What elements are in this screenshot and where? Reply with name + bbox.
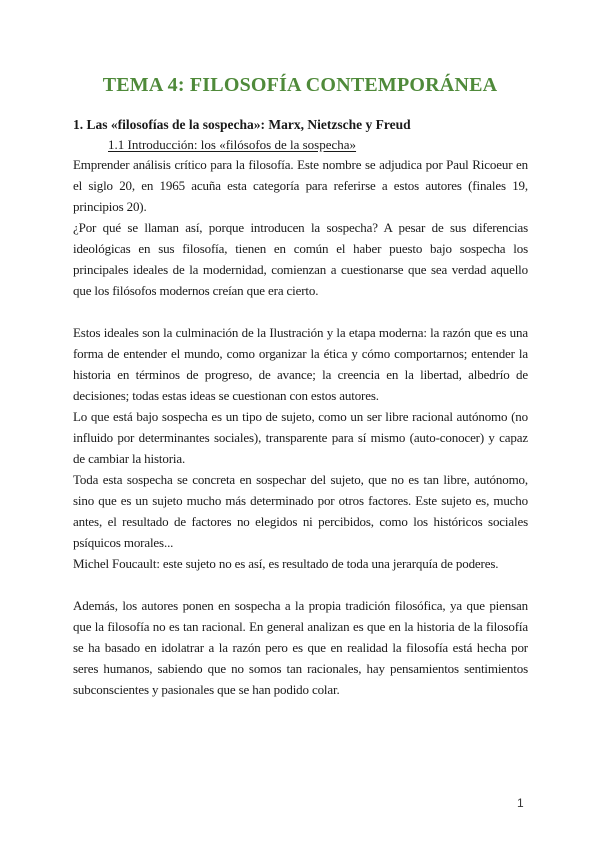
body-text xyxy=(73,154,528,700)
paragraph: Michel Foucault: este sujeto no es así, es resultado de toda una jerarquía de poderes. xyxy=(73,556,499,571)
paragraph-spacer xyxy=(73,301,528,322)
section-heading: 1. Las «filosofías de la sospecha»: Marx, Nietzsche y Freud xyxy=(73,117,411,132)
paragraph-spacer xyxy=(73,574,528,595)
paragraph: ¿Por qué se llaman así, porque introducen la sospecha? A pesar de sus diferencias ideológicas en sus filosofía, tienen en común el haber puesto bajo sospecha los principales ideales de la modernidad, comienzan a cuestionarse que sea verdad aquello que los filósofos modernos creían que era cierto. xyxy=(73,220,528,298)
page-number: 1 xyxy=(517,796,524,810)
subsection-heading: 1.1 Introducción: los «filósofos de la sospecha» xyxy=(108,137,357,152)
page-title: TEMA 4: FILOSOFÍA CONTEMPORÁNEA xyxy=(102,74,498,96)
paragraph: Además, los autores ponen en sospecha a la propia tradición filosófica, ya que piensan que la filosofía no es tan racional. En general analizan es que en la historia de la filosofía se ha basado en idolatrar a la razón pero es que en realidad la filosofía está hecha por seres humanos, sabiendo que no somos tan racionales, hay pensamientos sentimientos subconscientes y pasionales que se han podido colar. xyxy=(73,598,528,697)
paragraph: Toda esta sospecha se concreta en sospechar del sujeto, que no es tan libre, autónomo, sino que es un sujeto mucho más determinado por otros factores. Este sujeto es, mucho antes, el resultado de factores no elegidos ni percibidos, como los históricos sociales psíquicos morales... xyxy=(73,472,528,550)
paragraph: Emprender análisis crítico para la filosofía. Este nombre se adjudica por Paul Ricoeur en el siglo 20, en 1965 acuña esta categoría para referirse a estos autores (finales 19, principios 20). xyxy=(73,157,528,214)
paragraph: Estos ideales son la culminación de la Ilustración y la etapa moderna: la razón que es una forma de entender el mundo, como organizar la ética y cómo comportarnos; entender la historia en términos de progreso, de avance; la creencia en la libertad, albedrío de decisiones; todas estas ideas se cuestionan con estos autores. xyxy=(73,325,528,403)
paragraph: Lo que está bajo sospecha es un tipo de sujeto, como un ser libre racional autónomo (no influido por determinantes sociales), transparente para sí mismo (auto-conocer) y capaz de cambiar la historia. xyxy=(73,409,528,466)
